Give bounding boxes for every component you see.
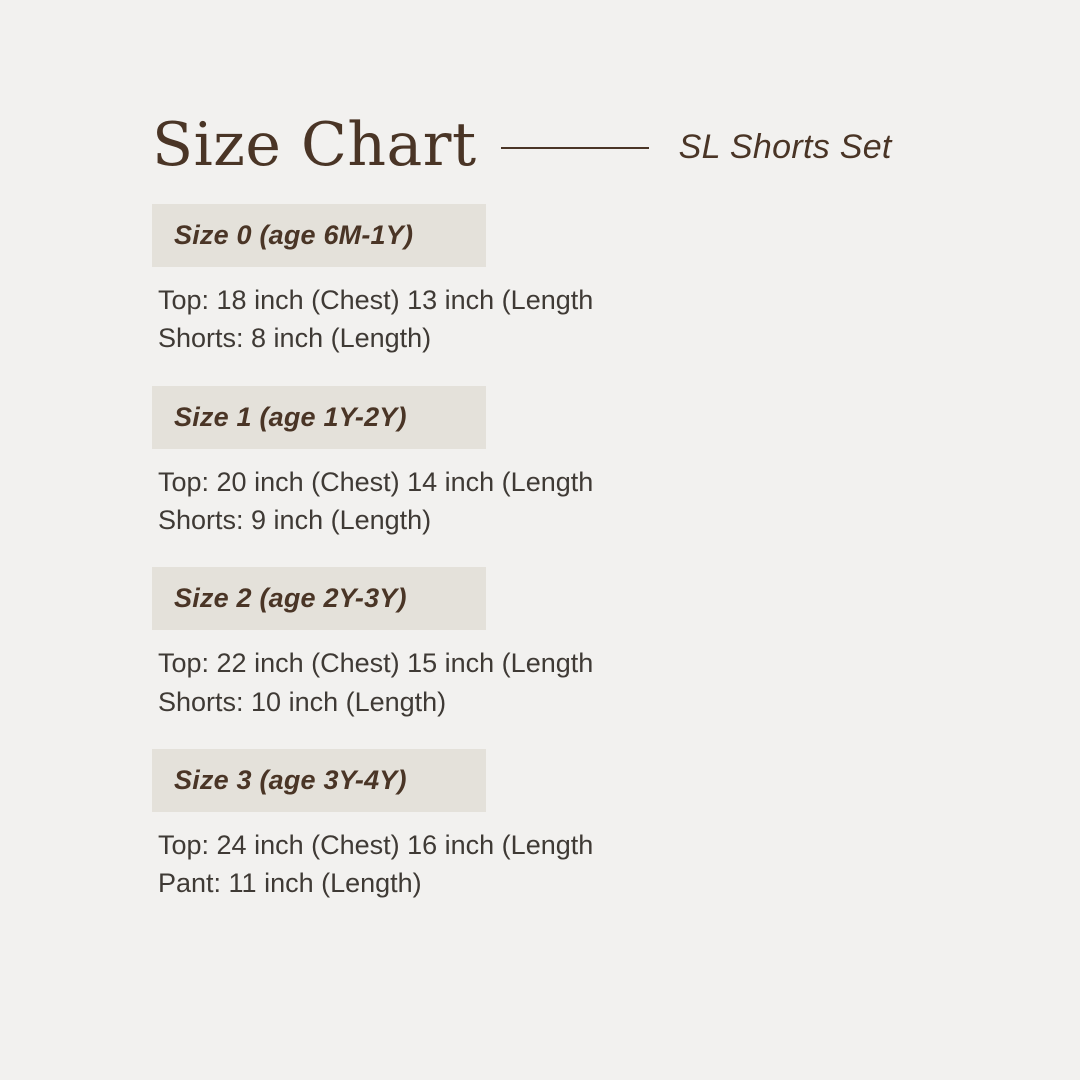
- size-entry: [152, 386, 972, 540]
- measurement-line: Top: 24 inch (Chest) 16 inch (Length: [158, 829, 594, 860]
- measurement-line: Shorts: 9 inch (Length): [158, 504, 432, 535]
- size-entry: [152, 204, 972, 358]
- size-label-band: [152, 749, 486, 812]
- size-entry: [152, 567, 972, 721]
- header: [152, 100, 968, 190]
- size-label-band: [152, 567, 486, 630]
- measurement-line: Top: 20 inch (Chest) 14 inch (Length: [158, 466, 594, 497]
- size-label: Size 3 (age 3Y-4Y): [174, 764, 407, 795]
- size-measurements: [152, 281, 972, 358]
- size-measurements: [152, 826, 972, 903]
- size-list: [152, 204, 972, 931]
- measurement-line: Top: 22 inch (Chest) 15 inch (Length: [158, 648, 594, 679]
- measurement-line: Shorts: 10 inch (Length): [158, 686, 447, 717]
- divider-line: [501, 147, 649, 149]
- size-label: Size 0 (age 6M-1Y): [174, 220, 414, 250]
- size-label: Size 2 (age 2Y-3Y): [174, 583, 407, 614]
- size-entry: [152, 749, 972, 903]
- size-measurements: [152, 644, 972, 721]
- measurement-line: Pant: 11 inch (Length): [158, 868, 422, 899]
- measurement-line: Shorts: 8 inch (Length): [158, 323, 432, 354]
- size-measurements: [152, 463, 972, 540]
- page-title: Size Chart: [152, 110, 477, 180]
- product-name: SL Shorts Set: [678, 127, 892, 166]
- measurement-line: Top: 18 inch (Chest) 13 inch (Length: [158, 285, 594, 315]
- size-label-band: [152, 204, 486, 267]
- size-label-band: [152, 386, 486, 449]
- size-label: Size 1 (age 1Y-2Y): [174, 401, 407, 432]
